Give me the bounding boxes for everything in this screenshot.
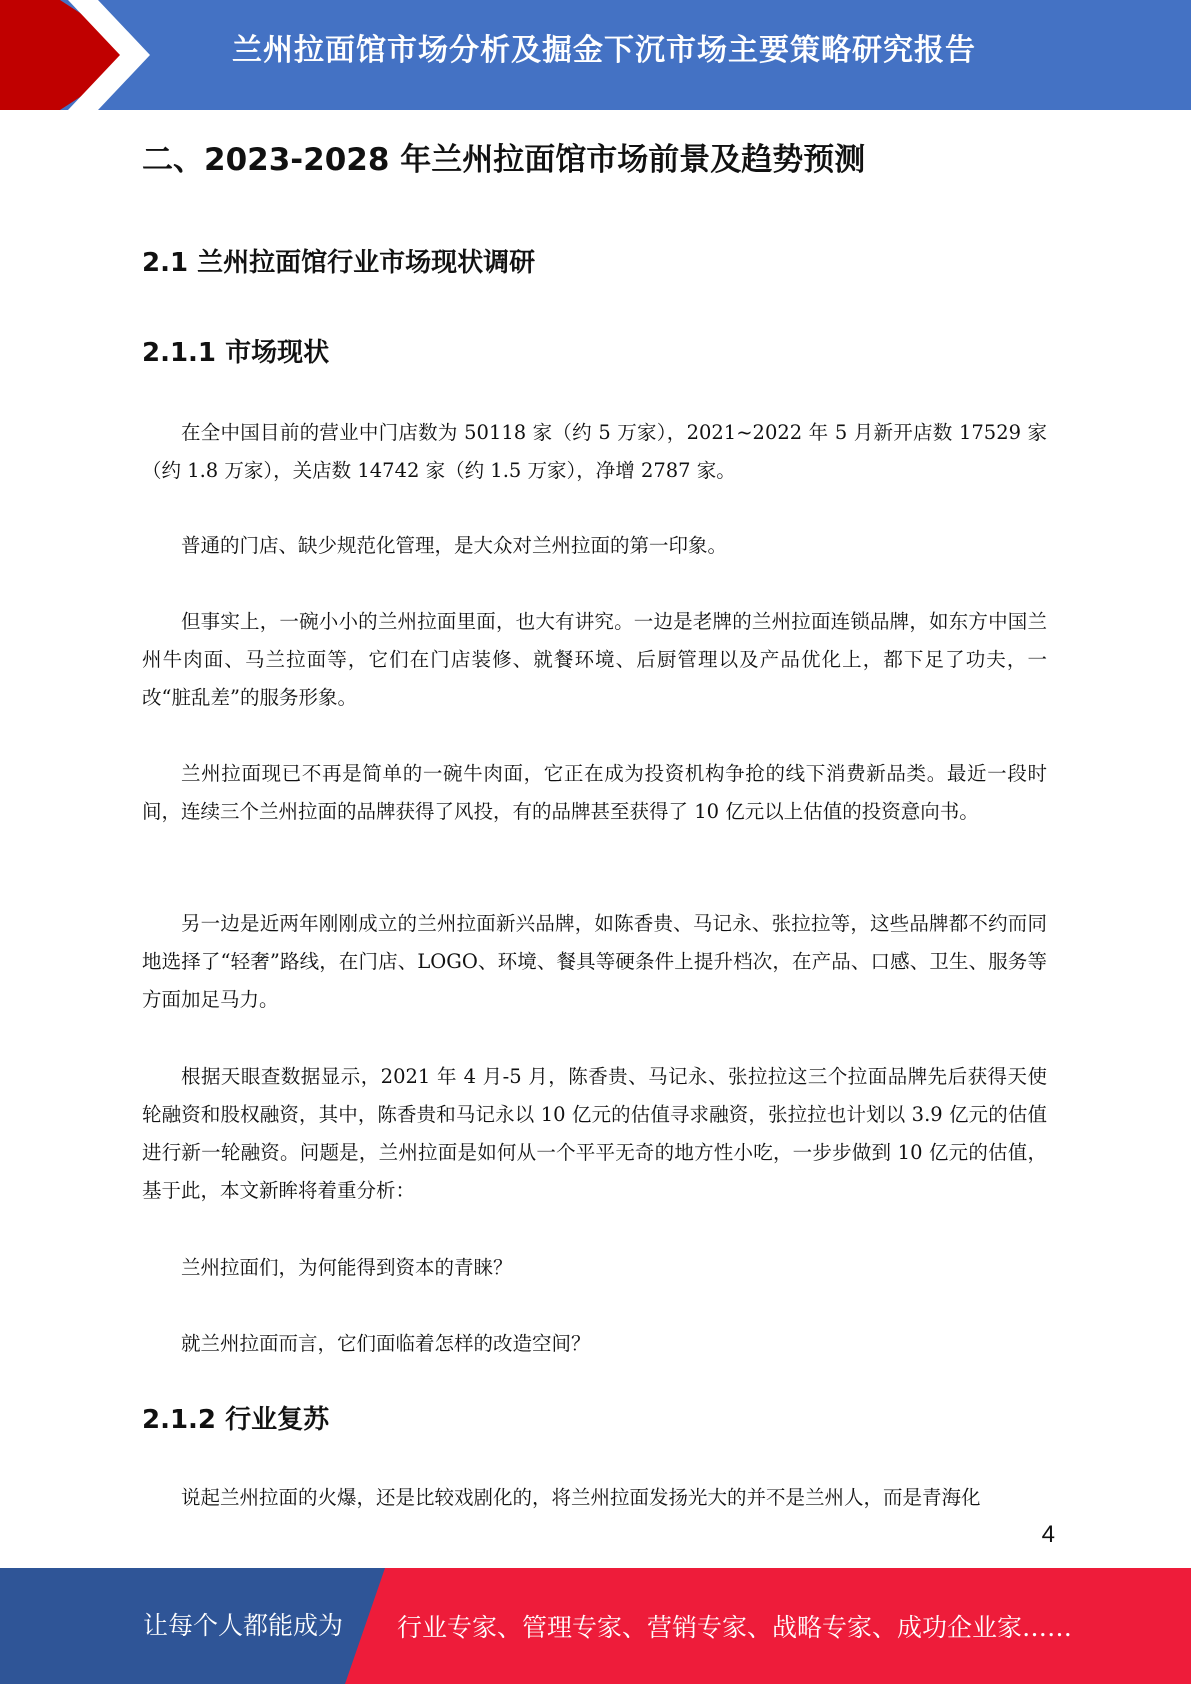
report-title: 兰州拉面馆市场分析及掘金下沉市场主要策略研究报告 [232,33,976,68]
subsection-heading: 2.1 兰州拉面馆行业市场现状调研 [142,248,536,278]
paragraph: 兰州拉面现已不再是简单的一碗牛肉面，它正在成为投资机构争抢的线下消费新品类。最近一段时间，连续三个兰州拉面的品牌获得了风投，有的品牌甚至获得了 10 亿元以上估值的投资意向书。 [142,762,1047,823]
subsubsection-heading-industry-recovery: 2.1.2 行业复苏 [142,1405,330,1435]
subsubsection-heading-market-status: 2.1.1 市场现状 [142,338,330,368]
footer-slogan-right: 行业专家、管理专家、营销专家、战略专家、成功企业家…… [397,1613,1073,1642]
paragraph: 就兰州拉面而言，它们面临着怎样的改造空间？ [181,1332,591,1355]
paragraph: 另一边是近两年刚刚成立的兰州拉面新兴品牌，如陈香贵、马记永、张拉拉等，这些品牌都不约而同地选择了“轻奢”路线，在门店、LOGO、环境、餐具等硬条件上提升档次，在产品、口感、卫生、服务等方面加足马力。 [142,912,1047,1011]
page-header-band [0,0,1191,110]
paragraph: 普通的门店、缺少规范化管理，是大众对兰州拉面的第一印象。 [181,534,728,557]
paragraph: 根据天眼查数据显示，2021 年 4 月-5 月，陈香贵、马记永、张拉拉这三个拉面品牌先后获得天使轮融资和股权融资，其中，陈香贵和马记永以 10 亿元的估值寻求融资，张拉拉也计划以 3.9 亿元的估值进行新一轮融资。问题是，兰州拉面是如何从一个平平无奇的地方性小吃，一步步做到 10 亿元的估值，基于此，本文新眸将着重分析： [142,1065,1047,1202]
paragraph: 但事实上，一碗小小的兰州拉面里面，也大有讲究。一边是老牌的兰州拉面连锁品牌，如东方中国兰州牛肉面、马兰拉面等，它们在门店装修、就餐环境、后厨管理以及产品优化上，都下足了功夫，一改“脏乱差”的服务形象。 [142,610,1047,709]
paragraph: 说起兰州拉面的火爆，还是比较戏剧化的，将兰州拉面发扬光大的并不是兰州人，而是青海化 [181,1486,981,1509]
paragraph: 兰州拉面们，为何能得到资本的青睐？ [181,1256,513,1279]
page-number: 4 [1041,1521,1055,1548]
section-heading: 二、2023-2028 年兰州拉面馆市场前景及趋势预测 [142,142,866,178]
paragraph: 在全中国目前的营业中门店数为 50118 家（约 5 万家），2021~2022 年 5 月新开店数 17529 家（约 1.8 万家），关店数 14742 家（约 1.5 万家），净增 2787 家。 [142,421,1047,482]
footer-slogan-left: 让每个人都能成为 [143,1611,344,1640]
page-footer-band [0,1568,1191,1684]
